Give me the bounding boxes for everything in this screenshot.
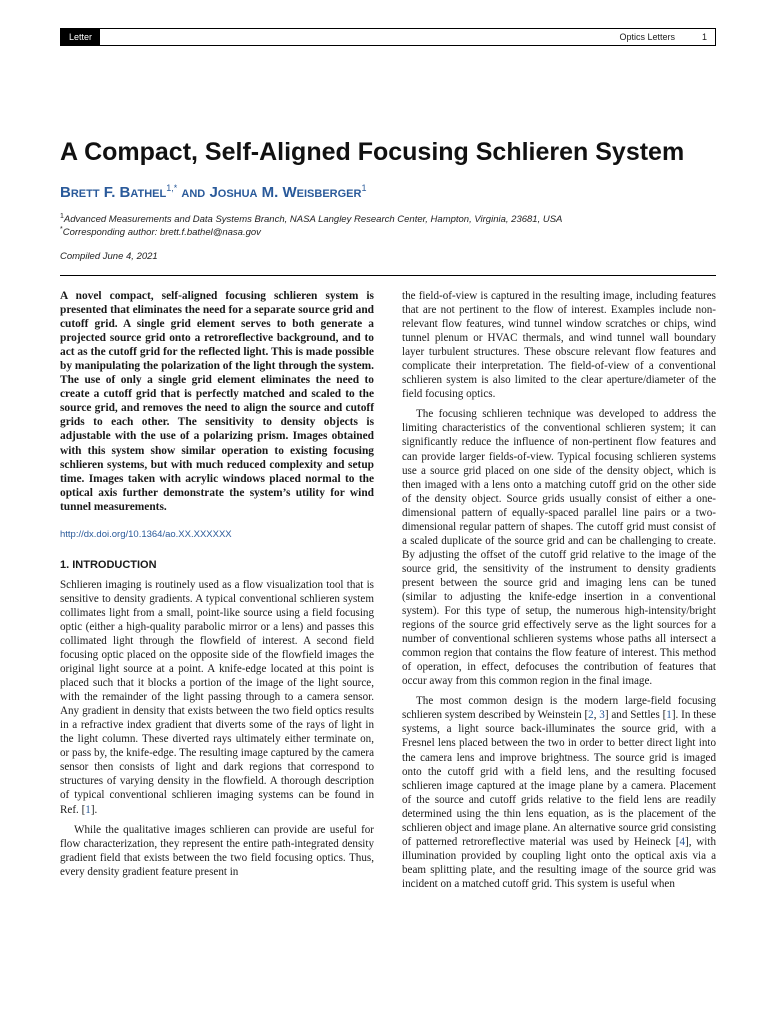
article-type-label: Letter [61,29,100,45]
header-divider [60,275,716,276]
compiled-date: Compiled June 4, 2021 [60,251,158,262]
author-conjunction: and [181,184,206,201]
body-paragraph: The most common design is the modern large-field focusing schlieren system described by Weinstein [2, 3] and Settles [1]. In these systems, a light source back-illuminates the source grid, with a Fresnel lens placed between the two in order to better direct light into the camera lens and improve brightness. The source grid is imaged onto the cutoff grid with a field lens, and the resulting focused schlieren image captured at the image plane by a camera. Placement of the source and cutoff grids relative to the field lens are readily determined using the thin lens equation, as is the placement of the schlieren object and image plane. An alternative source grid consisting of patterned retroreflective material was used by Heineck [4], with illumination provided by coupling light onto the optical axis via a beam splitting plate, and the resulting image of the source grid was incident on a matched cutoff grid. This system is useful when [402,695,716,890]
left-column [60,289,374,879]
affiliation-mark: 1 [60,213,64,220]
running-header [60,28,716,46]
author-name: Joshua M. Weisberger [209,184,362,201]
doi-link[interactable]: http://dx.doi.org/10.1364/ao.XX.XXXXXX [60,528,232,540]
corresponding-author-text: Corresponding author: brett.f.bathel@nasa.gov [62,227,261,239]
author-affil-mark: 1,* [166,183,178,193]
corresponding-author [60,223,720,239]
citation-link[interactable]: 3 [599,709,605,722]
body-paragraph: The focusing schlieren technique was developed to address the limiting characteristics of the conventional schlieren system; it can significantly reduce the influence of non-pertinent flow features and can provide larger fields-of-view. Typical focusing schlieren systems use a source grid placed on one side of the density object, which is then imaged with a lens onto a matching cutoff grid on the other side of the density object. Source grids usually consist of either a one-dimensional pattern of equally-spaced parallel line pairs or a two-dimensional regular pattern of shapes. The cutoff grid must consist of a scaled duplicate of the source grid and can be challenging to create. By adjusting the offset of the cutoff grid relative to the image of the source grid, the sensitivity of the instrument to density gradients present between the source grid and imaging lens can be tuned (similar to adjusting the knife-edge insertion in a conventional system). For this type of setup, the numerous high-intensity/bright regions of the source grid effectively serve as the light sources for a number of conventional schlieren systems whose paths all intersect a common region that contains the flow feature of interest. This method of operation, in effect, defocuses the contribution of features that occur away from this common region in the final image. [402,408,716,688]
author-list [60,178,720,203]
affiliation-text: Advanced Measurements and Data Systems Branch, NASA Langley Research Center, Hampton, Virginia, 23681, USA [63,214,563,226]
author-name: Brett F. Bathel [60,184,167,201]
affiliation-mark: * [60,226,63,233]
abstract: A novel compact, self-aligned focusing schlieren system is presented that eliminates the need for a separate source grid and cutoff grid. A single grid element serves to both generate a projected source grid onto a retroreflective background, and to act as the cutoff grid for the reflected light. This is made possible by manipulating the polarization of the light through the system. The use of only a single grid element eliminates the need to create a cutoff grid that is perfectly matched and scaled to the source grid, and removes the need to align the source and cutoff grids to each other. The sensitivity to density objects is adjustable with the use of a polarizing prism. Images obtained with this system show similar operation to existing focusing schlieren systems, but with much reduced complexity and setup time. Images taken with acrylic windows placed normal to the optical axis further demonstrate the system’s utility for wind tunnel measurements. [60,290,374,513]
body-paragraph: the field-of-view is captured in the resulting image, including features that are not pertinent to the flow of interest. Examples include non-relevant flow features, wind tunnel window scratches or chips, wind tunnel plenum or HVAC thermals, and wind tunnel wall boundary layer turbulent structures. These obscure relevant flow features and complicate their interpretation. The field-of-view of a conventional schlieren system is also limited to the clear aperture/diameter of the field focusing optics. [402,290,716,401]
author-affil-mark: 1 [361,183,367,193]
citation-link[interactable]: 1 [85,803,91,816]
body-paragraph: While the qualitative images schlieren can provide are useful for flow characterization, they represent the entire path-integrated density gradient field that exists between the two field focusing optics. Thus, every density gradient feature present in [60,823,374,878]
citation-link[interactable]: 4 [679,835,685,848]
citation-link[interactable]: 2 [588,709,594,722]
right-column [402,289,716,891]
page-number: 1 [701,32,707,42]
paper-title: A Compact, Self-Aligned Focusing Schlieren System [60,138,685,166]
section-heading: 1. INTRODUCTION [60,558,157,571]
journal-name: Optics Letters [619,32,675,42]
body-paragraph: Schlieren imaging is routinely used as a flow visualization tool that is sensitive to density gradients. A typical conventional schlieren system collimates light from a small, point-like source using a field focusing optic (either a high-quality parabolic mirror or a lens) and passes this collimated light through the flowfield of interest. A second field focusing optic placed on the opposite side of the flowfield images the original light source at a point. A knife-edge located at this point is placed such that it blocks a portion of the image of the light source, with the remainder of the light passing through to a camera sensor. Any gradient in density that exists between the two field optics results in a refractive index gradient that diverts some of the rays of light in the light column. These diverted rays ultimately either terminate on, or pass by, the knife-edge. The resulting image captured by the camera sensor then consists of light and dark regions that correspond to structures of varying density in the flowfield. A thorough description of typical conventional schlieren imaging systems can be found in Ref. [1]. [60,578,374,816]
citation-link[interactable]: 1 [666,709,672,722]
